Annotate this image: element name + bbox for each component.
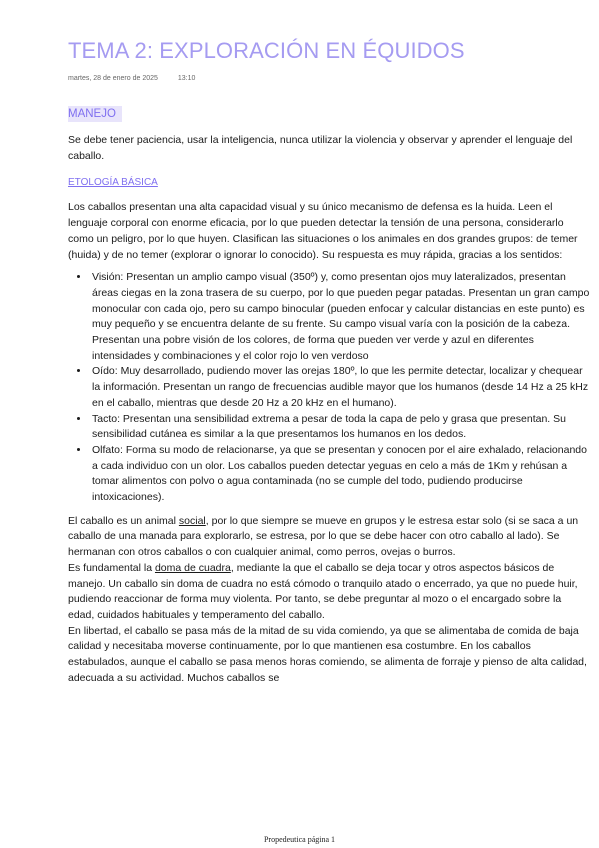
list-item-vision: • Visión: Presentan un amplio campo visual (350º) y, como presentan ojos muy lateralizados, presentan áreas ciegas en la zona trasera de su cuerpo, por lo que pueden pegar patadas. Presentan un gran campo monocular con cada ojo, pero su campo binocular (pueden enfocar y calcular distancias en este punto) es muy pequeño y se encuentra delante de su frente. Su campo visual varía con la posición de la cabeza. Presentan una pobre visión de los colores, de forma que pueden ver verde y azul en diferentes intensidades y combinaciones y el color rojo lo ven verdoso bbox=[90, 270, 590, 364]
page-title: TEMA 2: EXPLORACIÓN EN ÉQUIDOS bbox=[68, 38, 465, 63]
list-item-oido: • Oído: Muy desarrollado, pudiendo mover las orejas 180º, lo que les permite detectar, localizar y chequear la información. Presentan un rango de frecuencias audible mayor que los humanos (desde 14 Hz a 25 kHz en el caballo, mientras que desde 20 Hz a 20 kHz en el humano). bbox=[90, 364, 590, 411]
senses-list bbox=[68, 270, 590, 506]
paragraph-doma: Es fundamental la doma de cuadra, mediante la que el caballo se deja tocar y otros aspectos básicos de manejo. Un caballo sin doma de cuadra no está cómodo o tranquilo atado o encerrado, ya que no puede huir, pudiendo reaccionar de forma muy violenta. Por tanto, se debe preguntar al mozo o el encargado sobre la edad, cuidados habituales y temperamento del caballo. bbox=[68, 561, 578, 621]
underlined-term-social: social bbox=[178, 514, 206, 527]
list-item-olfato: • Olfato: Forma su modo de relacionarse, ya que se presentan y conocen por el aire exhalado, relacionando a cada individuo con un olor. Los caballos pueden detectar yeguas en celo a más de 1Km y rehúsan a tomar alimentos con polvo o agua contaminada (no se cumple del todo, pudiendo producirse intoxicaciones). bbox=[90, 443, 590, 506]
note-date: martes, 28 de enero de 2025 bbox=[68, 75, 158, 82]
section-heading-manejo: MANEJO bbox=[68, 106, 122, 122]
note-metadata bbox=[68, 75, 195, 82]
paragraph-social: El caballo es un animal social, por lo que siempre se mueve en grupos y le estresa estar solo (si se saca a un caballo de una manada para explorarlo, se estresa, por lo que se debe hacer con otro caballo al lado). Se hermanan con otros caballos o con cualquier animal, como perros, ovejas o burros. bbox=[68, 514, 579, 559]
paragraph-defense: Los caballos presentan una alta capacidad visual y su único mecanismo de defensa es la huida. Leen el lenguaje corporal con enorme eficacia, por lo que pueden detectar la tensión de una persona, considerarlo como un peligro, por lo que huyen. Clasifican las situaciones o los animales en dos grandes grupos: de temer (huida) y de no temer (explorar o ignorar lo conocido). Su respuesta es muy rápida, gracias a los sentidos: bbox=[68, 201, 578, 261]
intro-paragraph: Se debe tener paciencia, usar la inteligencia, nunca utilizar la violencia y observar y aprender el lenguaje del caballo. bbox=[68, 134, 573, 162]
document-body bbox=[68, 106, 590, 687]
underlined-term-doma: doma de cuadra bbox=[154, 561, 231, 574]
list-item-tacto: • Tacto: Presentan una sensibilidad extrema a pesar de toda la capa de pelo y grasa que presentan. Su sensibilidad cutánea es similar a la que presentamos los humanos en los dedos. bbox=[90, 412, 590, 443]
paragraph-alimentacion: En libertad, el caballo se pasa más de la mitad de su vida comiendo, ya que se alimentaba de comida de baja calidad y necesitaba moverse continuamente, por lo que mantienen esa costumbre. En los caballos estabulados, aunque el caballo se pasa menos horas comiendo, se alimenta de forraje y pienso de alta calidad, adecuada a su actividad. Muchos caballos se bbox=[68, 624, 587, 684]
subsection-heading-etologia: ETOLOGÍA BÁSICA bbox=[68, 177, 158, 189]
page-footer: Propedeutica página 1 bbox=[263, 835, 336, 844]
note-time: 13:10 bbox=[177, 75, 196, 82]
